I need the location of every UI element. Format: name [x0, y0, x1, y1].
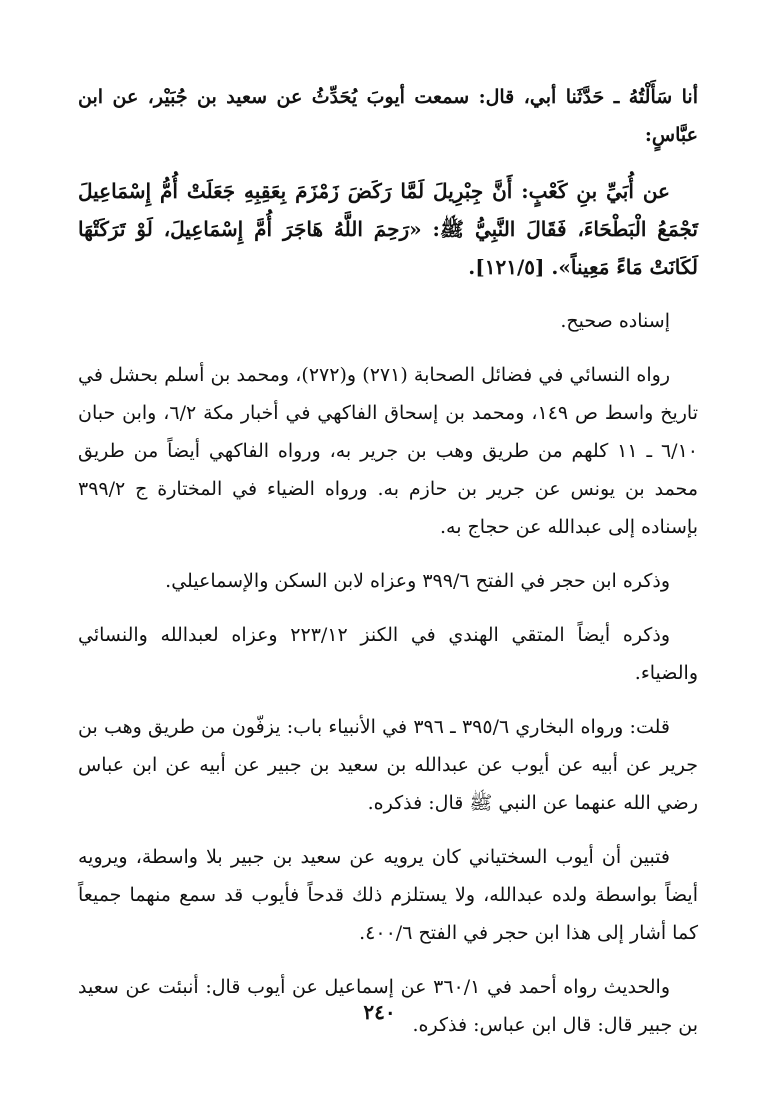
note-paragraph-2: فتبين أن أيوب السختياني كان يرويه عن سعيد بن جبير بلا واسطة، ويرويه أيضاً بواسطة ولده عبدالله، ولا يستلزم ذلك قدحاً فأيوب قد سمع منهما جميعاً كما أشار إلى هذا ابن حجر في الفتح ٤٠٠/٦. [78, 846, 698, 944]
isnad-grade: إسناده صحيح. [560, 310, 670, 332]
note-paragraph-3: والحديث رواه أحمد في ٣٦٠/١ عن إسماعيل عن أيوب قال: أنبئت عن سعيد بن جبير قال: قال ابن عباس: فذكره. [78, 976, 698, 1036]
note-paragraph-1: قلت: ورواه البخاري ٣٩٥/٦ ـ ٣٩٦ في الأنبياء باب: يزفّون من طريق وهب بن جرير عن أبيه عن أيوب عن عبدالله بن سعيد بن جبير عن أبيه عن ابن عباس رضي الله عنهما عن النبي ﷺ قال: فذكره. [78, 716, 698, 814]
takhrij-paragraph-1: رواه النسائي في فضائل الصحابة (٢٧١) و(٢٧٢)، ومحمد بن أسلم بحشل في تاريخ واسط ص ١٤٩، ومحمد بن إسحاق الفاكهي في أخبار مكة ٦/٢، وابن حبان ٦/١٠ ـ ١١ كلهم من طريق وهب بن جرير به، ورواه الفاكهي أيضاً من طريق محمد بن يونس عن جرير بن حازم به. ورواه الضياء في المختارة ج ٣٩٩/٢ بإسناده إلى عبدالله عن حجاج به. [78, 364, 699, 538]
hadith-text: عن أُبَيِّ بنِ كَعْبٍ: أَنَّ جِبْرِيلَ لَمَّا رَكَضَ زَمْزَمَ بِعَقِبِهِ جَعَلَتْ أُمُّ إِسْمَاعِيلَ تَجْمَعُ الْبَطْحَاءَ، فَقَالَ النَّبِيُّ ﷺ: «رَحِمَ اللَّهُ هَاجَرَ أُمَّ إِسْمَاعِيلَ، لَوْ تَرَكَتْهَا لَكَانَتْ مَاءً مَعِيناً». [١٢١/٥]. [78, 179, 698, 279]
page-body [78, 78, 698, 1044]
page-number: ٢٤٠ [363, 1000, 396, 1024]
takhrij-paragraph-3: وذكره أيضاً المتقي الهندي في الكنز ٢٢٣/١٢ وعزاه لعبدالله والنسائي والضياء. [78, 624, 698, 684]
isnad-paragraph: أنا سَأَلْتُهُ ـ حَدَّثَنا أبي، قال: سمعت أيوبَ يُحَدِّثُ عن سعيد بن جُبَيْر، عن ابن عبَّاسٍ: [78, 86, 698, 146]
takhrij-paragraph-2: وذكره ابن حجر في الفتح ٣٩٩/٦ وعزاه لابن السكن والإسماعيلي. [165, 570, 670, 592]
